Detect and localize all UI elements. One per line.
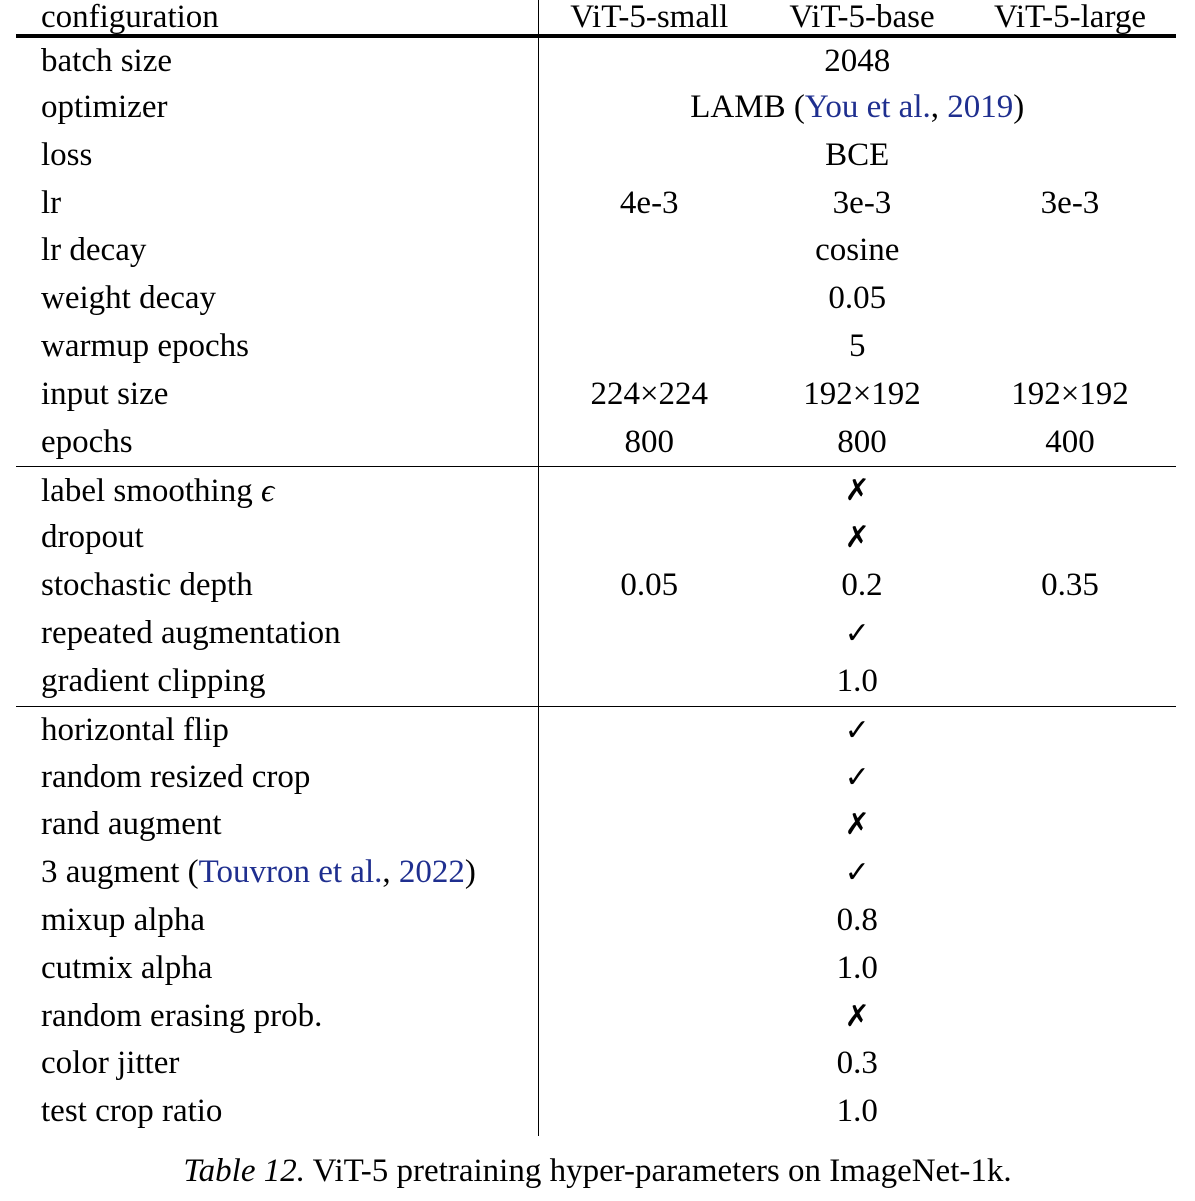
table-row — [16, 610, 1176, 658]
row-label-gradient-clipping: gradient clipping — [16, 658, 538, 706]
table-row — [16, 1040, 1176, 1088]
value-input-size-small: 224×224 — [590, 375, 709, 412]
citation-link-you-author[interactable]: You et al. — [804, 89, 931, 125]
header-vit5-large: ViT-5-large — [994, 0, 1146, 35]
value-epochs-small: 800 — [624, 423, 674, 460]
table-row — [16, 514, 1176, 562]
table-row — [16, 993, 1176, 1041]
epsilon-symbol: ϵ — [260, 472, 275, 509]
table-row — [16, 323, 1176, 371]
row-label-cutmix-alpha: cutmix alpha — [16, 945, 538, 993]
row-label-random-resized-crop: random resized crop — [16, 754, 538, 802]
value-test-crop-ratio: 1.0 — [836, 1093, 878, 1130]
table-caption — [0, 1151, 1195, 1191]
table-row — [16, 467, 1176, 515]
augmentation-group — [16, 706, 1176, 1136]
row-label-epochs: epochs — [16, 419, 538, 467]
row-label-dropout: dropout — [16, 514, 538, 562]
row-label-repeated-augmentation: repeated augmentation — [16, 610, 538, 658]
table-row — [16, 180, 1176, 228]
row-label-mixup-alpha: mixup alpha — [16, 897, 538, 945]
three-augment-citation-separator: , — [382, 854, 399, 891]
label-smoothing-text: label smoothing — [41, 472, 261, 509]
row-label-batch-size: batch size — [16, 36, 538, 84]
table-row — [16, 36, 1176, 84]
row-label-test-crop-ratio: test crop ratio — [16, 1088, 538, 1136]
row-label-weight-decay: weight decay — [16, 275, 538, 323]
value-random-erasing-prob — [538, 993, 1176, 1041]
caption-label: Table 12. — [183, 1153, 305, 1189]
value-loss: BCE — [825, 136, 890, 173]
value-weight-decay: 0.05 — [828, 280, 887, 317]
value-lr-decay: cosine — [815, 232, 900, 269]
value-stochastic-depth-large: 0.35 — [1041, 567, 1099, 604]
value-input-size-base: 192×192 — [803, 375, 921, 412]
table-row — [16, 754, 1176, 802]
value-lr-base: 3e-3 — [832, 184, 892, 221]
header-row — [16, 0, 1176, 36]
header-configuration: configuration — [16, 0, 538, 36]
value-color-jitter: 0.3 — [836, 1045, 878, 1082]
row-label-3-augment — [16, 849, 538, 897]
value-3-augment — [538, 849, 1176, 897]
header-vit5-small: ViT-5-small — [570, 0, 729, 35]
row-label-horizontal-flip: horizontal flip — [16, 706, 538, 754]
hyperparameter-table-container — [16, 0, 1176, 1136]
value-random-resized-crop — [538, 754, 1176, 802]
row-label-random-erasing-prob: random erasing prob. — [16, 993, 538, 1041]
row-label-color-jitter: color jitter — [16, 1040, 538, 1088]
optimizer-citation-separator: , — [930, 89, 948, 125]
check-icon: ✓ — [844, 712, 870, 748]
value-label-smoothing — [538, 467, 1176, 515]
table-row — [16, 419, 1176, 467]
three-augment-paren-close: ) — [464, 854, 476, 891]
row-label-optimizer: optimizer — [16, 84, 538, 132]
value-lr-large: 3e-3 — [1040, 184, 1100, 221]
value-epochs-base: 800 — [837, 423, 887, 460]
caption-text: ViT-5 pretraining hyper-parameters on ImageNet-1k. — [305, 1153, 1012, 1189]
table-row — [16, 132, 1176, 180]
table-row — [16, 706, 1176, 754]
row-label-stochastic-depth: stochastic depth — [16, 562, 538, 610]
citation-link-touvron-author[interactable]: Touvron et al. — [198, 854, 383, 891]
citation-link-touvron-year[interactable]: 2022 — [398, 854, 465, 891]
citation-link-you-year[interactable]: 2019 — [947, 89, 1014, 125]
row-label-lr: lr — [16, 180, 538, 228]
table-row — [16, 84, 1176, 132]
table-row — [16, 371, 1176, 419]
row-label-lr-decay: lr decay — [16, 227, 538, 275]
value-stochastic-depth-base: 0.2 — [841, 567, 883, 604]
regularization-group — [16, 467, 1176, 706]
header-vit5-base: ViT-5-base — [789, 0, 935, 35]
value-cutmix-alpha: 1.0 — [836, 949, 878, 986]
cross-icon: ✗ — [844, 998, 870, 1034]
optimizer-paren-close: ) — [1013, 89, 1025, 125]
row-label-input-size: input size — [16, 371, 538, 419]
table-row — [16, 1088, 1176, 1136]
value-input-size-large: 192×192 — [1011, 375, 1129, 412]
optimization-group — [16, 36, 1176, 467]
value-warmup-epochs: 5 — [849, 327, 866, 364]
row-label-warmup-epochs: warmup epochs — [16, 323, 538, 371]
table-row — [16, 275, 1176, 323]
table-row — [16, 801, 1176, 849]
value-dropout — [538, 514, 1176, 562]
optimizer-paren-open: ( — [785, 89, 805, 125]
check-icon: ✓ — [844, 615, 870, 651]
value-repeated-augmentation — [538, 610, 1176, 658]
three-augment-paren-open: ( — [179, 854, 199, 891]
table-row — [16, 849, 1176, 897]
table-row — [16, 945, 1176, 993]
value-rand-augment — [538, 801, 1176, 849]
value-gradient-clipping: 1.0 — [836, 662, 878, 699]
value-epochs-large: 400 — [1045, 423, 1095, 460]
table-row — [16, 897, 1176, 945]
value-stochastic-depth-small: 0.05 — [620, 567, 679, 604]
row-label-loss: loss — [16, 132, 538, 180]
cross-icon: ✗ — [844, 807, 870, 843]
row-label-rand-augment: rand augment — [16, 801, 538, 849]
table-row — [16, 658, 1176, 706]
hyperparameter-table — [16, 0, 1176, 1136]
value-batch-size: 2048 — [824, 43, 891, 79]
cross-icon: ✗ — [844, 473, 870, 509]
value-lr-small: 4e-3 — [619, 184, 679, 221]
table-header — [16, 0, 1176, 36]
row-label-label-smoothing — [16, 467, 538, 515]
table-row — [16, 562, 1176, 610]
three-augment-text: 3 augment — [41, 854, 180, 891]
check-icon: ✓ — [844, 759, 870, 795]
check-icon: ✓ — [844, 855, 870, 891]
optimizer-name: LAMB — [690, 89, 786, 125]
value-optimizer — [538, 84, 1176, 132]
cross-icon: ✗ — [844, 520, 870, 556]
table-row — [16, 227, 1176, 275]
value-mixup-alpha: 0.8 — [836, 901, 878, 938]
value-horizontal-flip — [538, 706, 1176, 754]
